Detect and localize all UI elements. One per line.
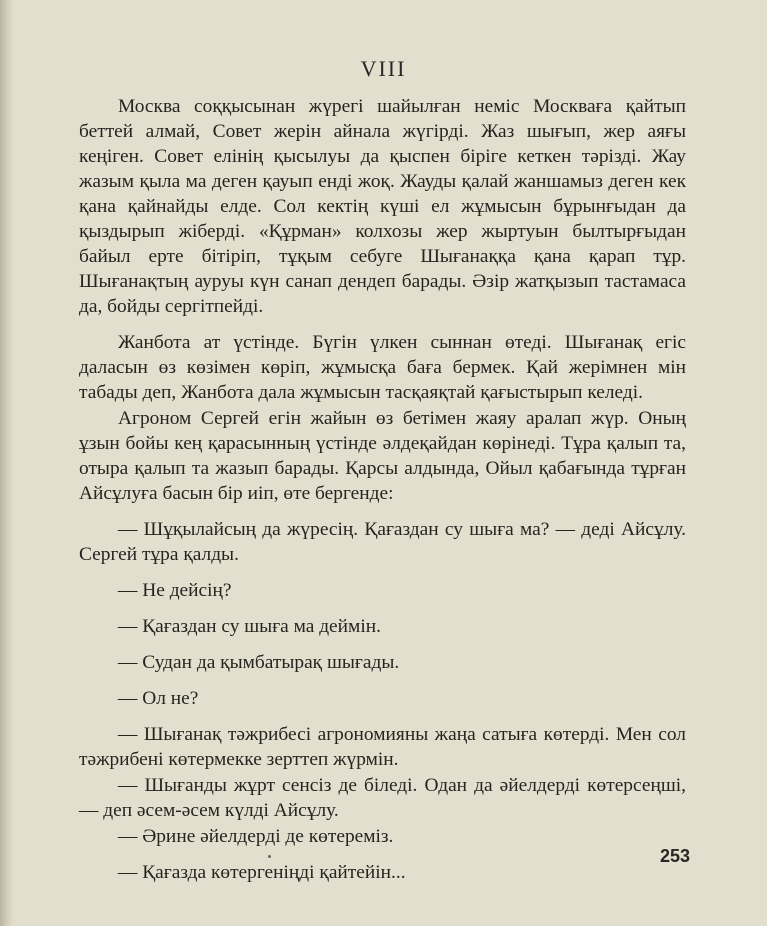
dialogue-line: — Әрине әйелдерді де көтереміз.: [118, 826, 394, 847]
paragraph: Москва соққысынан жүрегі шайылған неміс Москваға қайтып беттей алмай, Совет жерін айнала жүгірді. Жаз шығып, жер аяғы кеңіген. Совет елінің қысылуы да қыспен біріге кеткен тәрізді. Жау жазым қыла ма деген қауып енді жоқ. Жауды қалай жаншамыз деген кек қана қайнайды елде. Сол кектің күші ел жұмысын бұрынғыдан да қыздырып жіберді. «Құрман» колхозы жер жыртуын былтырғыдан байыл ерте бітіріп, тұқым себуге Шығанаққа қана қарап тұр. Шығанақтың ауруы күн санап дендеп барады. Әзір жатқызып тастамаса да, бойды сергітпейді.: [79, 96, 686, 317]
dialogue-line: — Не дейсің?: [118, 580, 232, 601]
dialogue-line: — Судан да қымбатырақ шығады.: [118, 652, 400, 673]
dialogue-line: — Шұқылайсың да жүресің. Қағаздан су шыға ма? — деді Айсұлу. Сергей тұра қалды.: [79, 519, 686, 565]
chapter-heading: VIII: [360, 56, 407, 81]
page-number: 253: [660, 846, 691, 866]
body-text: [79, 94, 686, 885]
dialogue-line: — Қағазда көтергеніңді қайтейін...: [118, 862, 406, 883]
paragraph: Агроном Сергей егін жайын өз бетімен жаяу аралап жүр. Оның ұзын бойы кең қарасынның үстінде әлдеқайдан көрінеді. Тұра қалып та, отыра қалып та жазып барады. Қарсы алдында, Ойыл қабағында тұрған Айсұлуға басын бір иіп, өте бергенде:: [79, 408, 686, 504]
print-speck: [268, 855, 271, 858]
dialogue-line: — Қағаздан су шыға ма деймін.: [118, 616, 381, 637]
dialogue-line: — Шығанды жұрт сенсіз де біледі. Одан да әйелдерді көтерсеңші, — деп әсем-әсем күлді Айсұлу.: [79, 775, 686, 821]
binding-shadow: [0, 0, 14, 926]
dialogue-line: — Шығанақ тәжрибесі агрономияны жаңа сатыға көтерді. Мен сол тәжрибені көтермекке зерттеп жүрмін.: [79, 724, 686, 770]
dialogue-line: — Ол не?: [118, 688, 199, 709]
paragraph: Жанбота ат үстінде. Бүгін үлкен сыннан өтеді. Шығанақ егіс даласын өз көзімен көріп, жұмысқа баға бермек. Қай жерімнен мін табады деп, Жанбота дала жұмысын тасқаяқтай қағыстырып келеді.: [79, 332, 686, 403]
